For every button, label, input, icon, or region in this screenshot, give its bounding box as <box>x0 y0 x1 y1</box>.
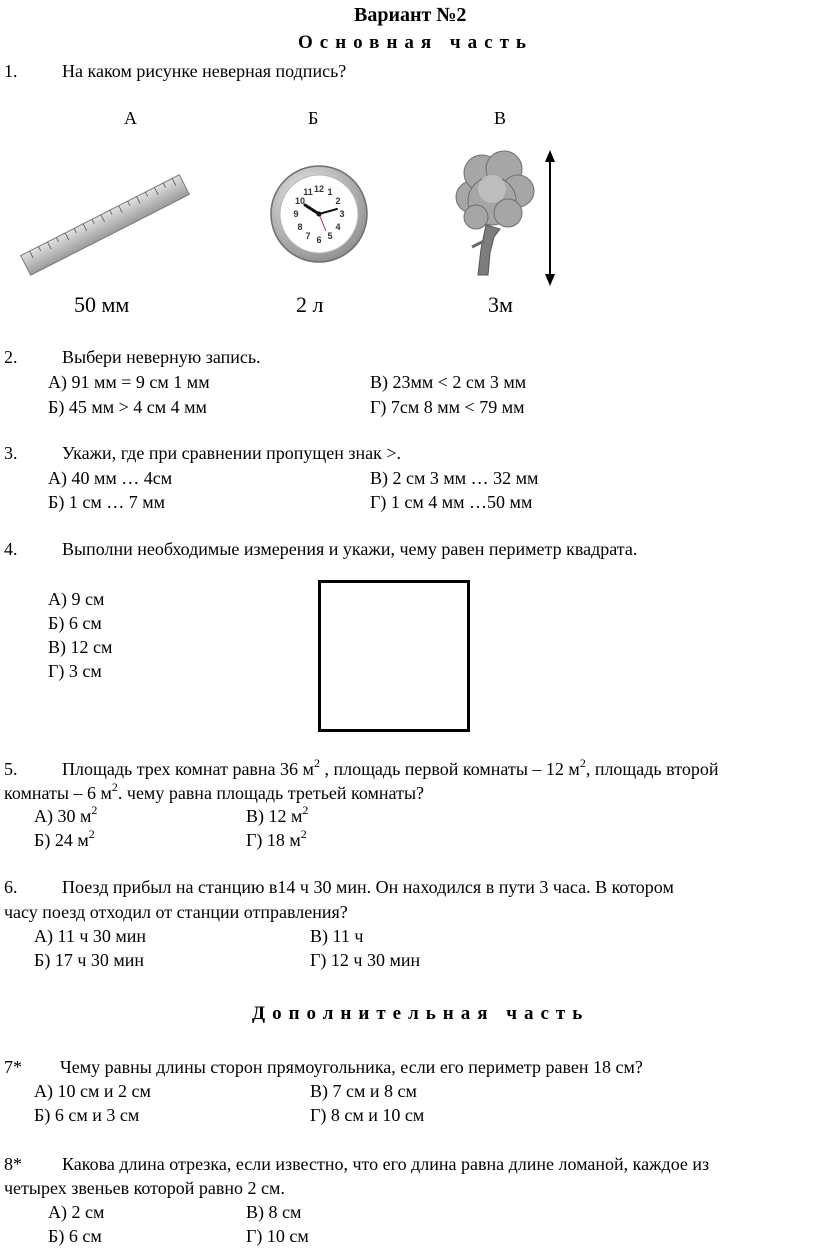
q7-text: Чему равны длины сторон прямоугольника, если его периметр равен 18 см? <box>60 1057 643 1077</box>
q7-option-b: Б) 6 см и 3 см <box>34 1105 140 1125</box>
main-part-heading: Основная часть <box>298 32 533 53</box>
q5-option-b: Б) 24 $м^2$ <box>34 827 95 850</box>
clock-number: 5 <box>327 231 333 241</box>
q2-option-g: Г) 7см 8 мм < 79 мм <box>370 397 525 417</box>
q4-text: Выполни необходимые измерения и укажи, чему равен периметр квадрата. <box>62 539 638 559</box>
clock-number: 10 <box>294 196 306 206</box>
q7-number: 7* <box>4 1057 22 1077</box>
q6-option-a: А) 11 ч 30 мин <box>34 926 147 946</box>
clock-image <box>270 165 370 265</box>
q5-number: 5. <box>4 759 18 779</box>
q1-label-v: В <box>494 108 507 128</box>
q7-option-a: А) 10 см и 2 см <box>34 1081 151 1101</box>
q6-line1: Поезд прибыл на станцию в14 ч 30 мин. Он находился в пути 3 часа. В котором <box>62 877 674 897</box>
q1-text: На каком рисунке неверная подпись? <box>62 61 347 81</box>
q8-number: 8* <box>4 1154 22 1174</box>
q4-option-g: Г) 3 см <box>48 661 102 681</box>
clock-number: 4 <box>335 222 341 232</box>
q6-number: 6. <box>4 877 18 897</box>
q1-number: 1. <box>4 61 18 81</box>
q1-caption-v: 3м <box>488 292 513 317</box>
variant-title: Вариант №2 <box>354 4 467 26</box>
q8-option-g: Г) 10 см <box>246 1226 309 1246</box>
clock-number: 8 <box>297 222 303 232</box>
q6-line2: часу поезд отходил от станции отправления? <box>4 902 348 922</box>
tree-image <box>448 145 538 280</box>
q8-option-a: А) 2 см <box>48 1202 105 1222</box>
q2-option-v: В) 23мм < 2 см 3 мм <box>370 372 527 392</box>
q8-option-v: В) 8 см <box>246 1202 302 1222</box>
q2-number: 2. <box>4 347 18 367</box>
clock-number: 9 <box>293 209 299 219</box>
q6-option-g: Г) 12 ч 30 мин <box>310 950 421 970</box>
q2-text: Выбери неверную запись. <box>62 347 261 367</box>
q5-option-g: Г) 18 $м^2$ <box>246 827 307 850</box>
q3-option-a: А) 40 мм … 4см <box>48 468 173 488</box>
q7-option-g: Г) 8 см и 10 см <box>310 1105 425 1125</box>
q5-option-a: А) 30 $м^2$ <box>34 803 98 826</box>
clock-number: 2 <box>335 196 341 206</box>
square-figure <box>318 580 470 732</box>
q5-option-v: В) 12 $м^2$ <box>246 803 309 826</box>
q4-number: 4. <box>4 539 18 559</box>
q1-caption-b: 2 л <box>296 292 324 317</box>
q3-text: Укажи, где при сравнении пропущен знак >. <box>62 443 401 463</box>
extra-part-heading: Дополнительная часть <box>252 1003 590 1024</box>
q1-label-a: А <box>124 108 137 128</box>
q4-option-b: Б) 6 см <box>48 613 102 633</box>
q3-option-b: Б) 1 см … 7 мм <box>48 492 165 512</box>
clock-number: 3 <box>339 209 345 219</box>
q8-line1: Какова длина отрезка, если известно, что его длина равна длине ломаной, каждое из <box>62 1154 710 1174</box>
q2-option-b: Б) 45 мм > 4 см 4 мм <box>48 397 207 417</box>
q1-caption-a: 50 мм <box>74 292 130 317</box>
clock-number: 12 <box>313 184 325 194</box>
clock-number: 11 <box>303 187 313 197</box>
q8-option-b: Б) 6 см <box>48 1226 102 1246</box>
q5-line1: Площадь трех комнат равна 36 $м^2$ , площадь первой комнаты – 12 $м^2$, площадь второй <box>62 756 719 779</box>
clock-number: 7 <box>305 231 311 241</box>
q6-option-v: В) 11 ч <box>310 926 364 946</box>
clock-number: 1 <box>327 187 333 197</box>
q7-option-v: В) 7 см и 8 см <box>310 1081 417 1101</box>
height-arrow <box>540 150 560 286</box>
clock-number: 6 <box>316 235 322 245</box>
q8-line2: четырех звеньев которой равно 2 см. <box>4 1178 285 1198</box>
ruler-image <box>20 170 190 280</box>
q3-number: 3. <box>4 443 18 463</box>
q3-option-g: Г) 1 см 4 мм …50 мм <box>370 492 533 512</box>
q1-label-b: Б <box>308 108 319 128</box>
q2-option-a: А) 91 мм = 9 см 1 мм <box>48 372 210 392</box>
q3-option-v: В) 2 см 3 мм … 32 мм <box>370 468 539 488</box>
q6-option-b: Б) 17 ч 30 мин <box>34 950 145 970</box>
q4-option-v: В) 12 см <box>48 637 113 657</box>
q4-option-a: А) 9 см <box>48 589 105 609</box>
q5-line2: комнаты – 6 $м^2$. чему равна площадь третьей комнаты? <box>4 780 425 803</box>
